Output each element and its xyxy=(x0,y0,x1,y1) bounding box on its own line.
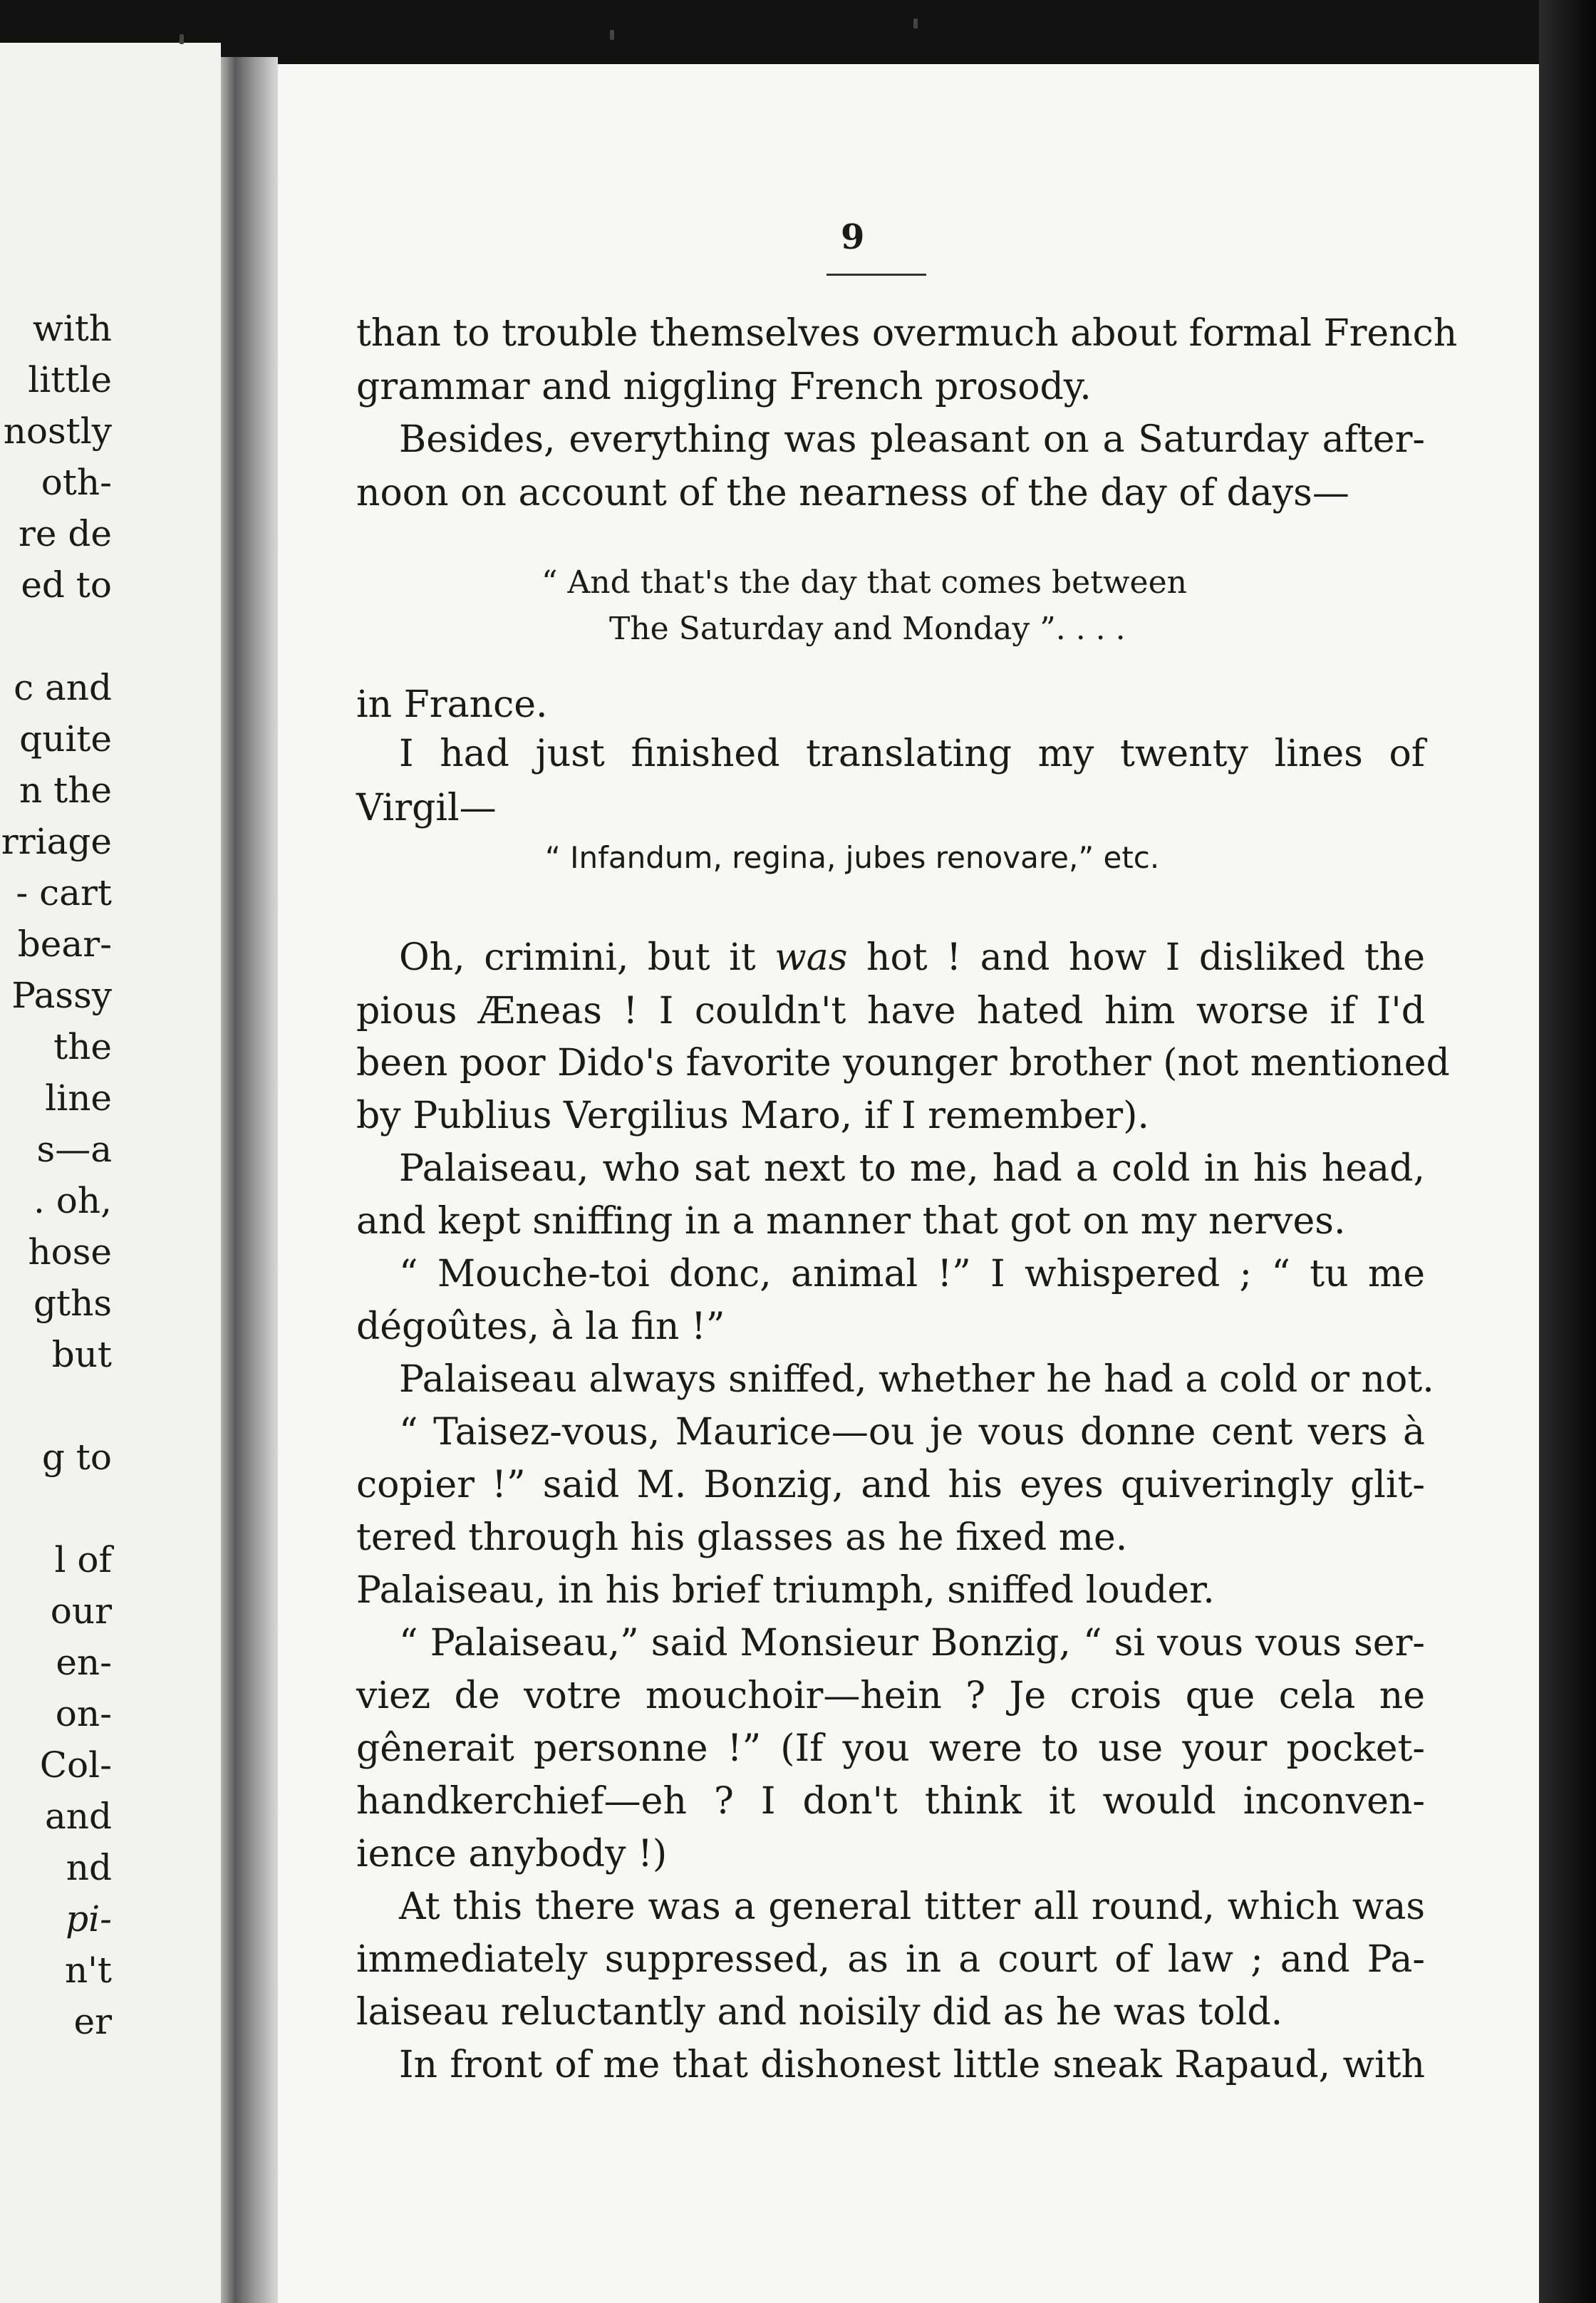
text-line: Virgil— xyxy=(356,787,497,829)
text-line: Oh, crimini, but it was hot ! and how I disliked the xyxy=(399,936,1425,979)
facing-page-left xyxy=(0,43,221,2303)
left-fragment: and xyxy=(44,1796,112,1837)
emphasis-was: was xyxy=(774,936,848,979)
left-fragment: gths xyxy=(33,1283,112,1324)
left-fragment: n the xyxy=(19,770,112,811)
left-fragment: . oh, xyxy=(33,1180,112,1221)
left-fragment: nd xyxy=(66,1847,112,1888)
text-line: viez de votre mouchoir—hein ? Je crois que cela ne xyxy=(356,1675,1425,1717)
left-fragment: line xyxy=(45,1077,112,1119)
left-fragment: s—a xyxy=(36,1129,112,1170)
left-fragment: l of xyxy=(54,1539,112,1580)
verse-line: “ Infandum, regina, jubes renovare,” etc. xyxy=(545,840,1160,875)
text-line: At this there was a general titter all round, which was xyxy=(399,1885,1425,1928)
left-fragment: oth- xyxy=(41,462,112,503)
left-fragment: but xyxy=(51,1334,112,1375)
text-line: immediately suppressed, as in a court of law ; and Pa- xyxy=(356,1938,1425,1981)
left-fragment: pi- xyxy=(66,1898,112,1940)
left-fragment: n't xyxy=(64,1950,112,1991)
text-line: tered through his glasses as he fixed me. xyxy=(356,1516,1128,1559)
left-fragment: hose xyxy=(28,1231,112,1273)
text-line: Palaiseau, in his brief triumph, sniffed louder. xyxy=(356,1569,1215,1612)
left-fragment: quite xyxy=(19,718,112,760)
left-fragment: Passy xyxy=(11,975,112,1016)
left-fragment: c and xyxy=(14,667,112,708)
text-line: pious Æneas ! I couldn't have hated him worse if I'd xyxy=(356,990,1425,1033)
left-fragment: our xyxy=(50,1590,112,1632)
text-line: noon on account of the nearness of the day of days— xyxy=(356,472,1349,514)
text-line: Palaiseau always sniffed, whether he had a cold or not. xyxy=(399,1358,1434,1401)
left-fragment: - cart xyxy=(16,872,112,914)
verse-line: “ And that's the day that comes between xyxy=(542,564,1187,601)
verse-line: The Saturday and Monday ”. . . . xyxy=(609,611,1126,647)
text-line: gênerait personne !” (If you were to use your pocket- xyxy=(356,1727,1425,1770)
text-line: Besides, everything was pleasant on a Saturday after- xyxy=(399,418,1425,461)
left-fragment: re de xyxy=(19,513,112,554)
book-gutter xyxy=(221,57,278,2303)
left-fragment: ed to xyxy=(21,564,112,606)
text-line: handkerchief—eh ? I don't think it would inconven- xyxy=(356,1780,1425,1823)
text-line: “ Palaiseau,” said Monsieur Bonzig, “ si vous vous ser- xyxy=(399,1622,1425,1665)
text-line: laiseau reluctantly and noisily did as he was told. xyxy=(356,1991,1283,2034)
left-fragment: nostly xyxy=(3,410,112,452)
text-line: been poor Dido's favorite younger brother (not mentioned xyxy=(356,1042,1450,1085)
text-line: than to trouble themselves overmuch about formal French xyxy=(356,312,1458,355)
left-fragment: en- xyxy=(56,1642,112,1683)
left-fragment: the xyxy=(53,1026,112,1067)
scan-edge-right xyxy=(1539,0,1596,2303)
left-fragment: rriage xyxy=(1,821,112,862)
text-line: Palaiseau, who sat next to me, had a cold in his head, xyxy=(399,1147,1425,1190)
scan-speck xyxy=(913,19,918,29)
left-fragment: on- xyxy=(55,1693,112,1734)
text-line: grammar and niggling French prosody. xyxy=(356,366,1092,408)
left-fragment: Col- xyxy=(39,1744,112,1786)
text-line: ience anybody !) xyxy=(356,1833,668,1875)
text-line: by Publius Vergilius Maro, if I remember). xyxy=(356,1094,1149,1137)
left-fragment: g to xyxy=(41,1437,112,1478)
text-line: in France. xyxy=(356,683,548,726)
page-number-rule xyxy=(826,274,926,276)
text-line: copier !” said M. Bonzig, and his eyes quiveringly glit- xyxy=(356,1464,1425,1506)
text-line: I had just finished translating my twenty lines of xyxy=(399,733,1425,775)
scan-speck xyxy=(610,30,614,40)
text-line: dégoûtes, à la fin !” xyxy=(356,1305,725,1348)
left-fragment: little xyxy=(28,359,112,400)
page-number: 9 xyxy=(841,217,865,257)
left-fragment: with xyxy=(32,308,112,349)
text-line: “ Taisez-vous, Maurice—ou je vous donne cent vers à xyxy=(399,1411,1425,1454)
left-fragment: er xyxy=(73,2001,112,2042)
text-line: “ Mouche-toi donc, animal !” I whispered ; “ tu me xyxy=(399,1253,1425,1295)
scan-speck xyxy=(180,34,184,44)
text-line: In front of me that dishonest little sneak Rapaud, with xyxy=(399,2044,1425,2086)
left-fragment: bear- xyxy=(17,923,112,965)
text-line: and kept sniffing in a manner that got on my nerves. xyxy=(356,1200,1346,1243)
